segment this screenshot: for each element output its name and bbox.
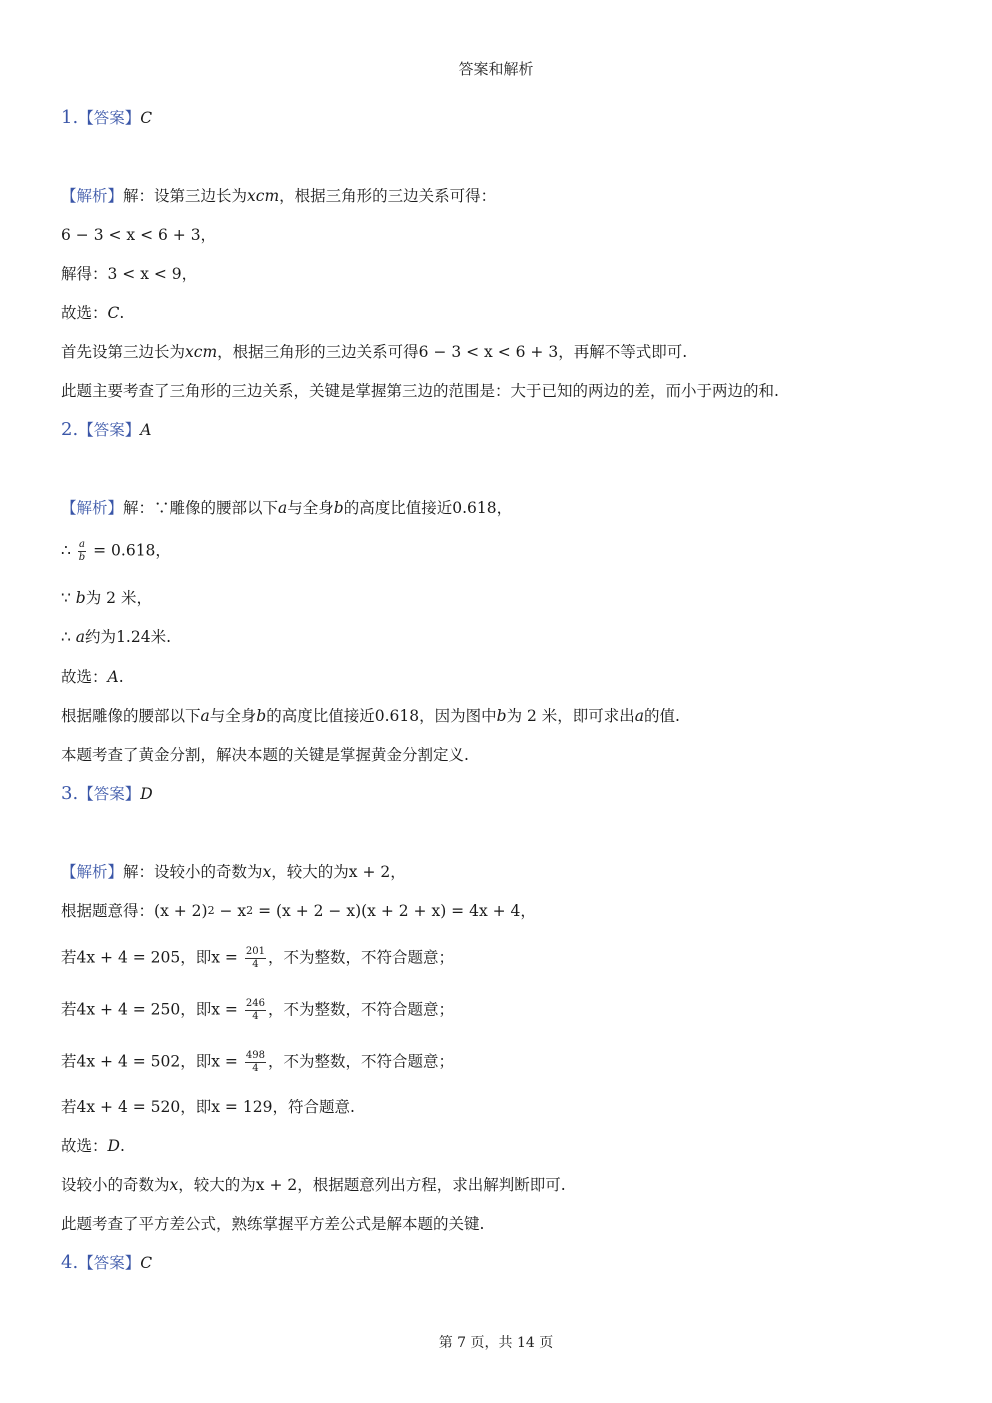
q2-analysis-line-4 bbox=[61, 627, 171, 647]
q2-analysis-line-2 bbox=[61, 539, 171, 564]
text: ，较大的为 bbox=[271, 863, 349, 881]
fraction bbox=[245, 998, 266, 1023]
text: 若 bbox=[61, 1052, 77, 1071]
math-expr: 4x + 4 = 502 bbox=[76, 1052, 181, 1071]
math-var: x bbox=[169, 1176, 179, 1194]
q1-number: 1. bbox=[61, 107, 79, 128]
text: 解：设第三边长为 bbox=[123, 187, 248, 205]
q4-answer-tag: 【答案】 bbox=[78, 1254, 141, 1272]
q4-number: 4. bbox=[61, 1252, 79, 1273]
numerator: 201 bbox=[245, 946, 265, 957]
numerator: a bbox=[79, 539, 85, 550]
math-expr: 6 − 3 < x < 6 + 3， bbox=[61, 226, 217, 244]
text: ，不为整数，不符合题意； bbox=[267, 1052, 454, 1071]
q3-number: 3. bbox=[61, 783, 79, 804]
math-var: a bbox=[278, 499, 288, 517]
text: 若 bbox=[61, 948, 77, 967]
text: 约为 bbox=[85, 628, 117, 646]
q1-answer-tag: 【答案】 bbox=[78, 109, 141, 127]
math-expr: 1.24 bbox=[116, 628, 151, 646]
math-var: xcm bbox=[185, 343, 218, 361]
math-expr: 4x + 4 = 205 bbox=[76, 948, 181, 967]
math-expr: 0.618 bbox=[452, 499, 497, 517]
text: 故选： bbox=[61, 304, 108, 322]
text: ，即 bbox=[180, 1000, 212, 1019]
q2-analysis-line-6 bbox=[61, 706, 680, 726]
math-var: xcm bbox=[247, 187, 280, 205]
text: 解：设较小的奇数为 bbox=[123, 863, 263, 881]
math-expr: − x bbox=[214, 902, 247, 920]
text: 的高度比值接近 bbox=[266, 707, 375, 725]
text: ， bbox=[520, 902, 536, 920]
math-var: b bbox=[496, 707, 507, 725]
text: ∴ bbox=[61, 541, 76, 560]
text: 故选： bbox=[61, 1137, 108, 1155]
text: ，不为整数，不符合题意； bbox=[267, 948, 454, 967]
q1-analysis-line-4 bbox=[61, 303, 124, 323]
q2-number: 2. bbox=[61, 419, 79, 440]
page-header: 答案和解析 bbox=[458, 60, 534, 78]
text: ，即 bbox=[180, 1098, 212, 1116]
math-var: b bbox=[75, 589, 86, 607]
q3-answer-tag: 【答案】 bbox=[78, 785, 141, 803]
math-var: a bbox=[75, 628, 86, 646]
q3-analysis-line-2 bbox=[61, 901, 536, 921]
text: 根据雕像的腰部以下 bbox=[61, 707, 201, 725]
text: 若 bbox=[61, 1000, 77, 1019]
text: 为 2 米，即可求出 bbox=[506, 707, 635, 725]
page-number: 第 7 页，共 14 页 bbox=[438, 1335, 554, 1351]
text: ，根据三角形的三边关系可得 bbox=[217, 343, 419, 361]
math-var: D bbox=[107, 1137, 120, 1155]
math-var: x bbox=[262, 863, 272, 881]
q3-analysis-line-8 bbox=[61, 1175, 566, 1195]
denominator: 4 bbox=[252, 959, 259, 970]
text: 的值. bbox=[644, 707, 680, 725]
text: 设较小的奇数为 bbox=[61, 1176, 170, 1194]
q1-analysis-line-2 bbox=[61, 225, 216, 245]
q2-analysis-line-1 bbox=[61, 498, 512, 518]
q2-answer-value: A bbox=[140, 421, 152, 439]
text: 的高度比值接近 bbox=[343, 499, 453, 517]
q2-answer-tag: 【答案】 bbox=[78, 421, 141, 439]
math-expr: x + 2 bbox=[255, 1176, 298, 1194]
q3-analysis-line-1 bbox=[61, 862, 406, 882]
math-expr: (x + 2) bbox=[154, 902, 208, 920]
text: 与全身 bbox=[287, 499, 334, 517]
math-expr: x = bbox=[211, 1052, 243, 1071]
math-expr: 0.618 bbox=[374, 707, 420, 725]
text: ，再解不等式即可. bbox=[558, 343, 688, 361]
fraction bbox=[245, 1050, 266, 1075]
math-expr: = 0.618， bbox=[88, 541, 171, 560]
text: 米. bbox=[150, 628, 172, 646]
q3-analysis-line-7 bbox=[61, 1136, 125, 1156]
q3-answer-value: D bbox=[140, 785, 153, 803]
q2-analysis-tag: 【解析】 bbox=[61, 499, 124, 517]
q3-analysis-line-3 bbox=[61, 946, 454, 971]
q1-analysis-tag: 【解析】 bbox=[61, 187, 124, 205]
fraction bbox=[245, 946, 266, 971]
math-expr: x = 129 bbox=[211, 1098, 273, 1116]
text: 根据题意得： bbox=[61, 902, 155, 920]
text: ，较大的为 bbox=[178, 1176, 256, 1194]
q2-analysis-line-5 bbox=[61, 667, 124, 687]
text: 与全身 bbox=[209, 707, 257, 725]
text: ∴ bbox=[61, 628, 76, 646]
superscript: 2 bbox=[246, 904, 254, 917]
text: 首先设第三边长为 bbox=[61, 343, 186, 361]
denominator: 4 bbox=[252, 1011, 259, 1022]
text: ，不为整数，不符合题意； bbox=[267, 1000, 454, 1019]
math-expr: 4x + 4 = 250 bbox=[76, 1000, 181, 1019]
text: 若 bbox=[61, 1098, 77, 1116]
q2-analysis-line-7: 本题考查了黄金分割，解决本题的关键是掌握黄金分割定义. bbox=[61, 746, 469, 764]
math-var: b bbox=[256, 707, 267, 725]
q2-analysis-line-3 bbox=[61, 588, 152, 608]
text: . bbox=[119, 1137, 125, 1155]
text: ， bbox=[496, 499, 513, 517]
text: 故选： bbox=[61, 668, 108, 686]
q2-answer bbox=[61, 420, 151, 440]
text: 为 2 米， bbox=[85, 589, 152, 607]
text: ∵ bbox=[61, 589, 76, 607]
text: ，符合题意. bbox=[272, 1098, 355, 1116]
text: ，因为图中 bbox=[419, 707, 497, 725]
math-var: C bbox=[107, 304, 120, 322]
numerator: 498 bbox=[245, 1050, 265, 1061]
text: ，根据三角形的三边关系可得： bbox=[279, 187, 497, 205]
numerator: 246 bbox=[245, 998, 265, 1009]
denominator: 4 bbox=[252, 1063, 259, 1074]
denominator: b bbox=[78, 552, 86, 563]
q3-analysis-line-4 bbox=[61, 998, 454, 1023]
math-expr: x = bbox=[211, 948, 243, 967]
text: ， bbox=[390, 863, 406, 881]
text: 解得： bbox=[61, 265, 108, 283]
q4-answer-value: C bbox=[140, 1254, 153, 1272]
text: 解：∵雕像的腰部以下 bbox=[123, 499, 279, 517]
q3-analysis-tag: 【解析】 bbox=[61, 863, 124, 881]
math-var: A bbox=[107, 668, 119, 686]
q3-answer bbox=[61, 784, 153, 804]
q1-answer bbox=[61, 108, 152, 128]
math-expr: 3 < x < 9， bbox=[107, 265, 198, 283]
math-var: b bbox=[333, 499, 344, 517]
q3-analysis-line-5 bbox=[61, 1050, 454, 1075]
q1-answer-value: C bbox=[140, 109, 153, 127]
math-var: a bbox=[634, 707, 645, 725]
math-expr: 4x + 4 = 520 bbox=[76, 1098, 181, 1116]
text: ，即 bbox=[180, 948, 212, 967]
text: ，根据题意列出方程，求出解判断即可. bbox=[297, 1176, 566, 1194]
superscript: 2 bbox=[207, 904, 215, 917]
q3-analysis-line-6 bbox=[61, 1097, 355, 1117]
q1-analysis-line-5 bbox=[61, 342, 687, 362]
text: ，即 bbox=[180, 1052, 212, 1071]
q1-analysis-line-3 bbox=[61, 264, 197, 284]
math-expr: = (x + 2 − x)(x + 2 + x) = 4x + 4 bbox=[253, 902, 521, 920]
text: . bbox=[119, 304, 125, 322]
q4-answer bbox=[61, 1253, 152, 1273]
q1-analysis-line-6: 此题主要考查了三角形的三边关系，关键是掌握第三边的范围是：大于已知的两边的差，而小于两边的和. bbox=[61, 382, 779, 400]
q1-analysis-line-1 bbox=[61, 186, 496, 206]
math-expr: x = bbox=[211, 1000, 243, 1019]
math-expr: x + 2 bbox=[348, 863, 391, 881]
q3-analysis-line-9: 此题考查了平方差公式，熟练掌握平方差公式是解本题的关键. bbox=[61, 1215, 485, 1233]
math-expr: 6 − 3 < x < 6 + 3 bbox=[418, 343, 559, 361]
text: . bbox=[118, 668, 124, 686]
fraction bbox=[78, 539, 86, 564]
math-var: a bbox=[200, 707, 210, 725]
